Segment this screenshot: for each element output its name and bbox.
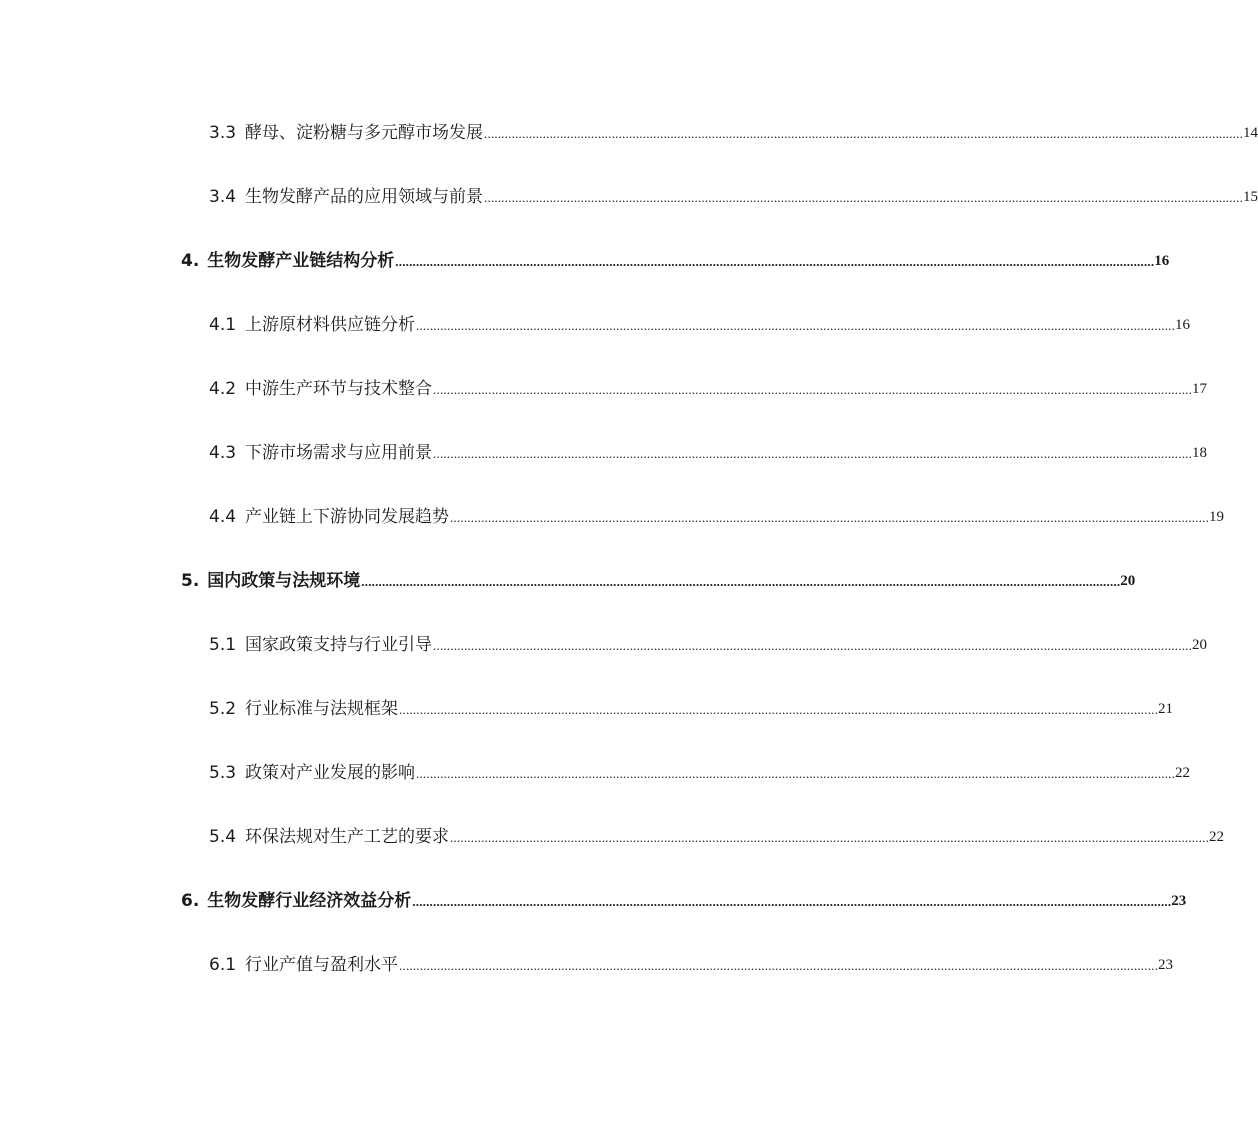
toc-entry-3-4[interactable] [0,178,1258,208]
toc-dot-leader: ............................................................................................................................................................................................................................ [450,510,1210,525]
toc-entry-3-3[interactable] [0,114,1258,144]
toc-number: 5. [181,571,200,591]
toc-title: 酵母、淀粉糖与多元醇市场发展 [245,123,484,143]
toc-number: 6. [181,891,200,911]
toc-entry-5-3[interactable] [0,754,1191,784]
toc-dot-leader: ............................................................................................................................................................................................................................ [433,446,1193,461]
toc-entry-5-4[interactable] [0,818,1225,848]
toc-dot-leader: ............................................................................................................................................................................................................................ [433,382,1193,397]
toc-dot-leader: ............................................................................................................................................................................................................................ [433,638,1193,653]
toc-entry-6-1[interactable] [0,946,1174,976]
toc-page-number: 21 [1158,701,1174,717]
toc-dot-leader: ............................................................................................................................................................................................................................ [395,254,1155,269]
toc-page-number: 20 [1192,637,1208,653]
toc-page-number: 22 [1209,829,1225,845]
toc-page-number: 17 [1192,381,1208,397]
toc-entry-6[interactable] [0,882,1187,912]
toc-dot-leader: ............................................................................................................................................................................................................................ [484,190,1244,205]
toc-page-number: 16 [1175,317,1191,333]
toc-page-number: 19 [1209,509,1225,525]
toc-title: 国家政策支持与行业引导 [245,635,433,655]
toc-number: 5.4 [209,827,237,847]
toc-number: 4.1 [209,315,237,335]
toc-title: 中游生产环节与技术整合 [245,379,433,399]
toc-title: 国内政策与法规环境 [207,571,361,591]
toc-title: 产业链上下游协同发展趋势 [245,507,450,527]
toc-number: 3.3 [209,123,237,143]
toc-entry-4-2[interactable] [0,370,1208,400]
toc-dot-leader: ............................................................................................................................................................................................................................ [361,574,1121,589]
toc-entry-4-3[interactable] [0,434,1208,464]
toc-entry-4-4[interactable] [0,498,1225,528]
toc-title: 下游市场需求与应用前景 [245,443,433,463]
toc-page-number: 23 [1171,893,1187,909]
toc-dot-leader: ............................................................................................................................................................................................................................ [416,318,1176,333]
toc-dot-leader: ............................................................................................................................................................................................................................ [450,830,1210,845]
toc-number: 6.1 [209,955,237,975]
toc-page-number: 20 [1120,573,1136,589]
toc-title: 生物发酵行业经济效益分析 [207,891,412,911]
toc-entry-5-1[interactable] [0,626,1208,656]
toc-entry-5[interactable] [0,562,1136,592]
toc-number: 5.1 [209,635,237,655]
toc-title: 行业标准与法规框架 [245,699,399,719]
toc-entry-4[interactable] [0,242,1170,272]
toc-entry-5-2[interactable] [0,690,1174,720]
toc-title: 政策对产业发展的影响 [245,763,416,783]
toc-title: 行业产值与盈利水平 [245,955,399,975]
toc-title: 生物发酵产业链结构分析 [207,251,395,271]
toc-dot-leader: ............................................................................................................................................................................................................................ [412,894,1172,909]
toc-entry-4-1[interactable] [0,306,1191,336]
toc-number: 5.2 [209,699,237,719]
toc-page-number: 15 [1243,189,1258,205]
toc-number: 4.4 [209,507,237,527]
toc-title: 生物发酵产品的应用领域与前景 [245,187,484,207]
toc-number: 3.4 [209,187,237,207]
toc-number: 4. [181,251,200,271]
toc-dot-leader: ............................................................................................................................................................................................................................ [399,958,1159,973]
toc-dot-leader: ............................................................................................................................................................................................................................ [416,766,1176,781]
toc-number: 5.3 [209,763,237,783]
toc-dot-leader: ............................................................................................................................................................................................................................ [399,702,1159,717]
toc-number: 4.3 [209,443,237,463]
toc-number: 4.2 [209,379,237,399]
toc-page-number: 18 [1192,445,1208,461]
toc-page-number: 14 [1243,125,1258,141]
toc-page-number: 23 [1158,957,1174,973]
toc-title: 上游原材料供应链分析 [245,315,416,335]
toc-title: 环保法规对生产工艺的要求 [245,827,450,847]
toc-page-number: 22 [1175,765,1191,781]
toc-dot-leader: ............................................................................................................................................................................................................................ [484,126,1244,141]
toc-page-number: 16 [1154,253,1170,269]
